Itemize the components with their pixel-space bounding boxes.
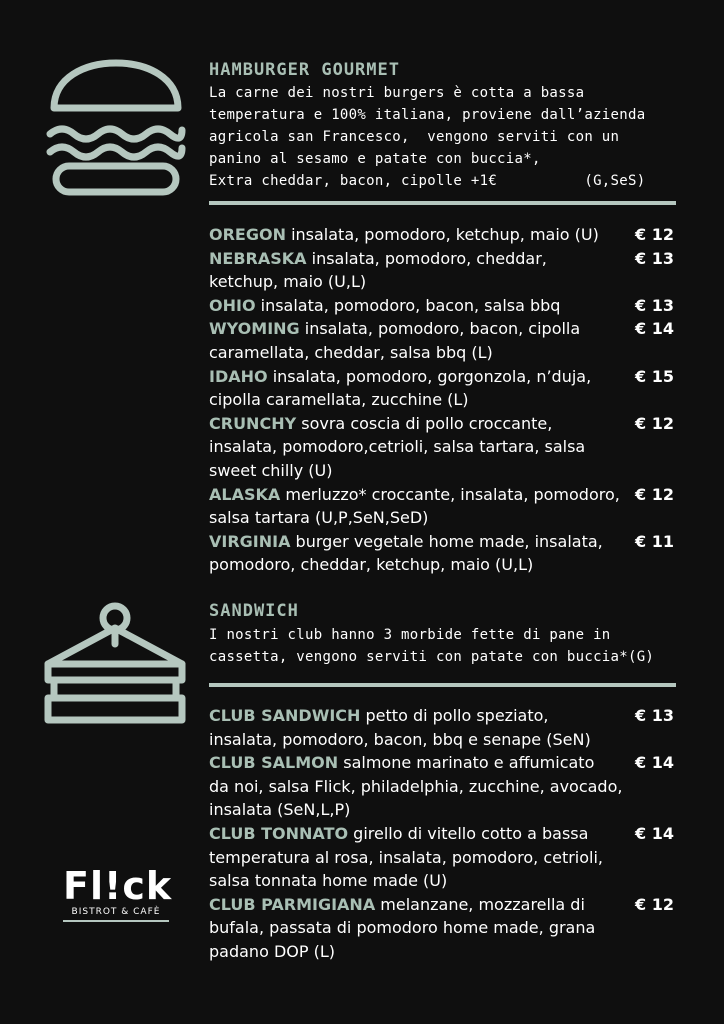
description-line: cassetta, vengono serviti con patate con buccia*(G)	[209, 649, 655, 665]
menu-item-description: salsa tartara (U,P,SeN,SeD)	[209, 508, 429, 528]
menu-item	[209, 751, 674, 822]
menu-item-line	[209, 435, 674, 459]
menu-item-description: petto di pollo speziato,	[360, 706, 549, 725]
burger-menu-list	[209, 223, 674, 577]
menu-item	[209, 247, 674, 294]
menu-item-description: girello di vitello cotto a bassa	[348, 823, 589, 843]
menu-item	[209, 294, 674, 318]
menu-item-description: insalata, pomodoro, gorgonzola, n’duja,	[267, 366, 592, 386]
menu-item-description: salmone marinato e affumicato	[338, 753, 595, 773]
menu-item-description: sweet chilly (U)	[209, 460, 333, 480]
menu-item-price: € 12	[635, 894, 674, 914]
burger-divider	[209, 201, 676, 205]
menu-item-line	[209, 728, 674, 752]
logo-underline	[63, 920, 169, 922]
menu-item-line	[209, 530, 674, 554]
menu-item-line	[209, 553, 674, 577]
menu-item	[209, 365, 674, 412]
menu-item-line	[209, 365, 674, 389]
menu-item-description: melanzane, mozzarella di	[375, 894, 585, 914]
menu-item-line	[209, 294, 674, 318]
menu-item-line	[209, 270, 674, 294]
menu-item-line	[209, 317, 674, 341]
flick-logo	[63, 864, 173, 922]
menu-item-line	[209, 459, 674, 483]
menu-item	[209, 822, 674, 893]
menu-item-price: € 13	[635, 295, 674, 315]
sandwich-menu-list	[209, 704, 674, 964]
menu-item-name: CLUB TONNATO	[209, 823, 349, 843]
menu-item-line	[209, 341, 674, 365]
menu-item-line	[209, 893, 674, 917]
menu-item-line	[209, 483, 674, 507]
menu-item-line	[209, 223, 674, 247]
menu-item-description: temperatura al rosa, insalata, pomodoro, cetrioli,	[209, 847, 604, 867]
description-line: Extra cheddar, bacon, cipolle +1€ (G,SeS)	[209, 173, 646, 189]
menu-item	[209, 412, 674, 483]
menu-item-name: WYOMING	[209, 319, 300, 339]
menu-item-line	[209, 869, 674, 893]
menu-item-description: insalata (SeN,L,P)	[209, 800, 351, 820]
sandwich-section-description	[209, 624, 679, 668]
menu-item-description: insalata, pomodoro, bacon, bbq e senape (SeN)	[209, 729, 591, 749]
burger-section-description	[209, 82, 679, 192]
menu-item-line	[209, 247, 674, 271]
menu-item-line	[209, 388, 674, 412]
menu-item-description: salsa tonnata home made (U)	[209, 871, 448, 891]
logo-tagline: BISTROT & CAFÈ	[71, 907, 161, 917]
menu-item-name: CLUB PARMIGIANA	[209, 894, 376, 914]
menu-item-description: padano DOP (L)	[209, 941, 335, 961]
menu-item-description: insalata, pomodoro, cheddar,	[306, 248, 547, 268]
menu-item-line	[209, 412, 674, 436]
menu-item	[209, 317, 674, 364]
logo-brand: Fl!ck	[63, 864, 173, 908]
menu-item-price: € 13	[635, 248, 674, 268]
menu-item-description: bufala, passata di pomodoro home made, grana	[209, 918, 596, 938]
menu-item	[209, 893, 674, 964]
menu-item-line	[209, 846, 674, 870]
menu-item-description: insalata, pomodoro,cetrioli, salsa tartara, salsa	[209, 437, 586, 457]
menu-item-description: burger vegetale home made, insalata,	[290, 531, 603, 551]
menu-item-name: CLUB SALMON	[209, 753, 339, 773]
sandwich-icon	[40, 598, 190, 726]
menu-item-description: da noi, salsa Flick, philadelphia, zucchine, avocado,	[209, 776, 623, 796]
menu-item-line	[209, 940, 674, 964]
menu-item-description: caramellata, cheddar, salsa bbq (L)	[209, 342, 493, 362]
menu-item-line	[209, 775, 674, 799]
menu-item-line	[209, 916, 674, 940]
menu-item-price: € 12	[635, 225, 674, 244]
menu-item-price: € 13	[635, 706, 674, 725]
description-line: La carne dei nostri burgers è cotta a bassa	[209, 85, 585, 101]
menu-item-description: cipolla caramellata, zucchine (L)	[209, 390, 469, 410]
menu-item-line	[209, 751, 674, 775]
menu-item-name: NEBRASKA	[209, 248, 307, 268]
menu-item-description: merluzzo* croccante, insalata, pomodoro,	[280, 484, 620, 504]
menu-item	[209, 704, 674, 751]
menu-item-description: insalata, pomodoro, bacon, salsa bbq	[255, 295, 561, 315]
menu-item	[209, 223, 674, 247]
sandwich-section-title: SANDWICH	[209, 601, 299, 621]
menu-item-price: € 15	[635, 366, 674, 386]
menu-item-name: CLUB SANDWICH	[209, 706, 361, 725]
menu-item-description: pomodoro, cheddar, ketchup, maio (U,L)	[209, 555, 534, 575]
menu-item-description: insalata, pomodoro, ketchup, maio (U)	[285, 225, 599, 244]
menu-item-name: OREGON	[209, 225, 286, 244]
menu-item-name: VIRGINIA	[209, 531, 291, 551]
menu-item-name: IDAHO	[209, 366, 268, 386]
menu-item	[209, 530, 674, 577]
burger-icon	[44, 58, 188, 198]
menu-item-description: insalata, pomodoro, bacon, cipolla	[299, 319, 581, 339]
description-line: temperatura e 100% italiana, proviene dall’azienda	[209, 107, 646, 123]
menu-item-description: ketchup, maio (U,L)	[209, 272, 367, 292]
menu-item-price: € 14	[635, 753, 674, 773]
menu-item-price: € 14	[635, 823, 674, 843]
menu-item-line	[209, 798, 674, 822]
menu-item-name: ALASKA	[209, 484, 281, 504]
description-line: panino al sesamo e patate con buccia*,	[209, 151, 541, 167]
menu-item-line	[209, 704, 674, 728]
sandwich-divider	[209, 683, 676, 687]
menu-item-name: OHIO	[209, 295, 256, 315]
menu-item-name: CRUNCHY	[209, 413, 297, 433]
menu-item-line	[209, 822, 674, 846]
menu-item-description: sovra coscia di pollo croccante,	[296, 413, 553, 433]
menu-item-price: € 14	[635, 319, 674, 339]
menu-item	[209, 483, 674, 530]
burger-section-title: HAMBURGER GOURMET	[209, 60, 400, 80]
description-line: I nostri club hanno 3 morbide fette di pane in	[209, 627, 611, 643]
menu-item-price: € 11	[635, 531, 674, 551]
description-line: agricola san Francesco, vengono serviti con un	[209, 129, 620, 145]
menu-item-price: € 12	[635, 484, 674, 504]
menu-item-price: € 12	[635, 413, 674, 433]
menu-item-line	[209, 506, 674, 530]
